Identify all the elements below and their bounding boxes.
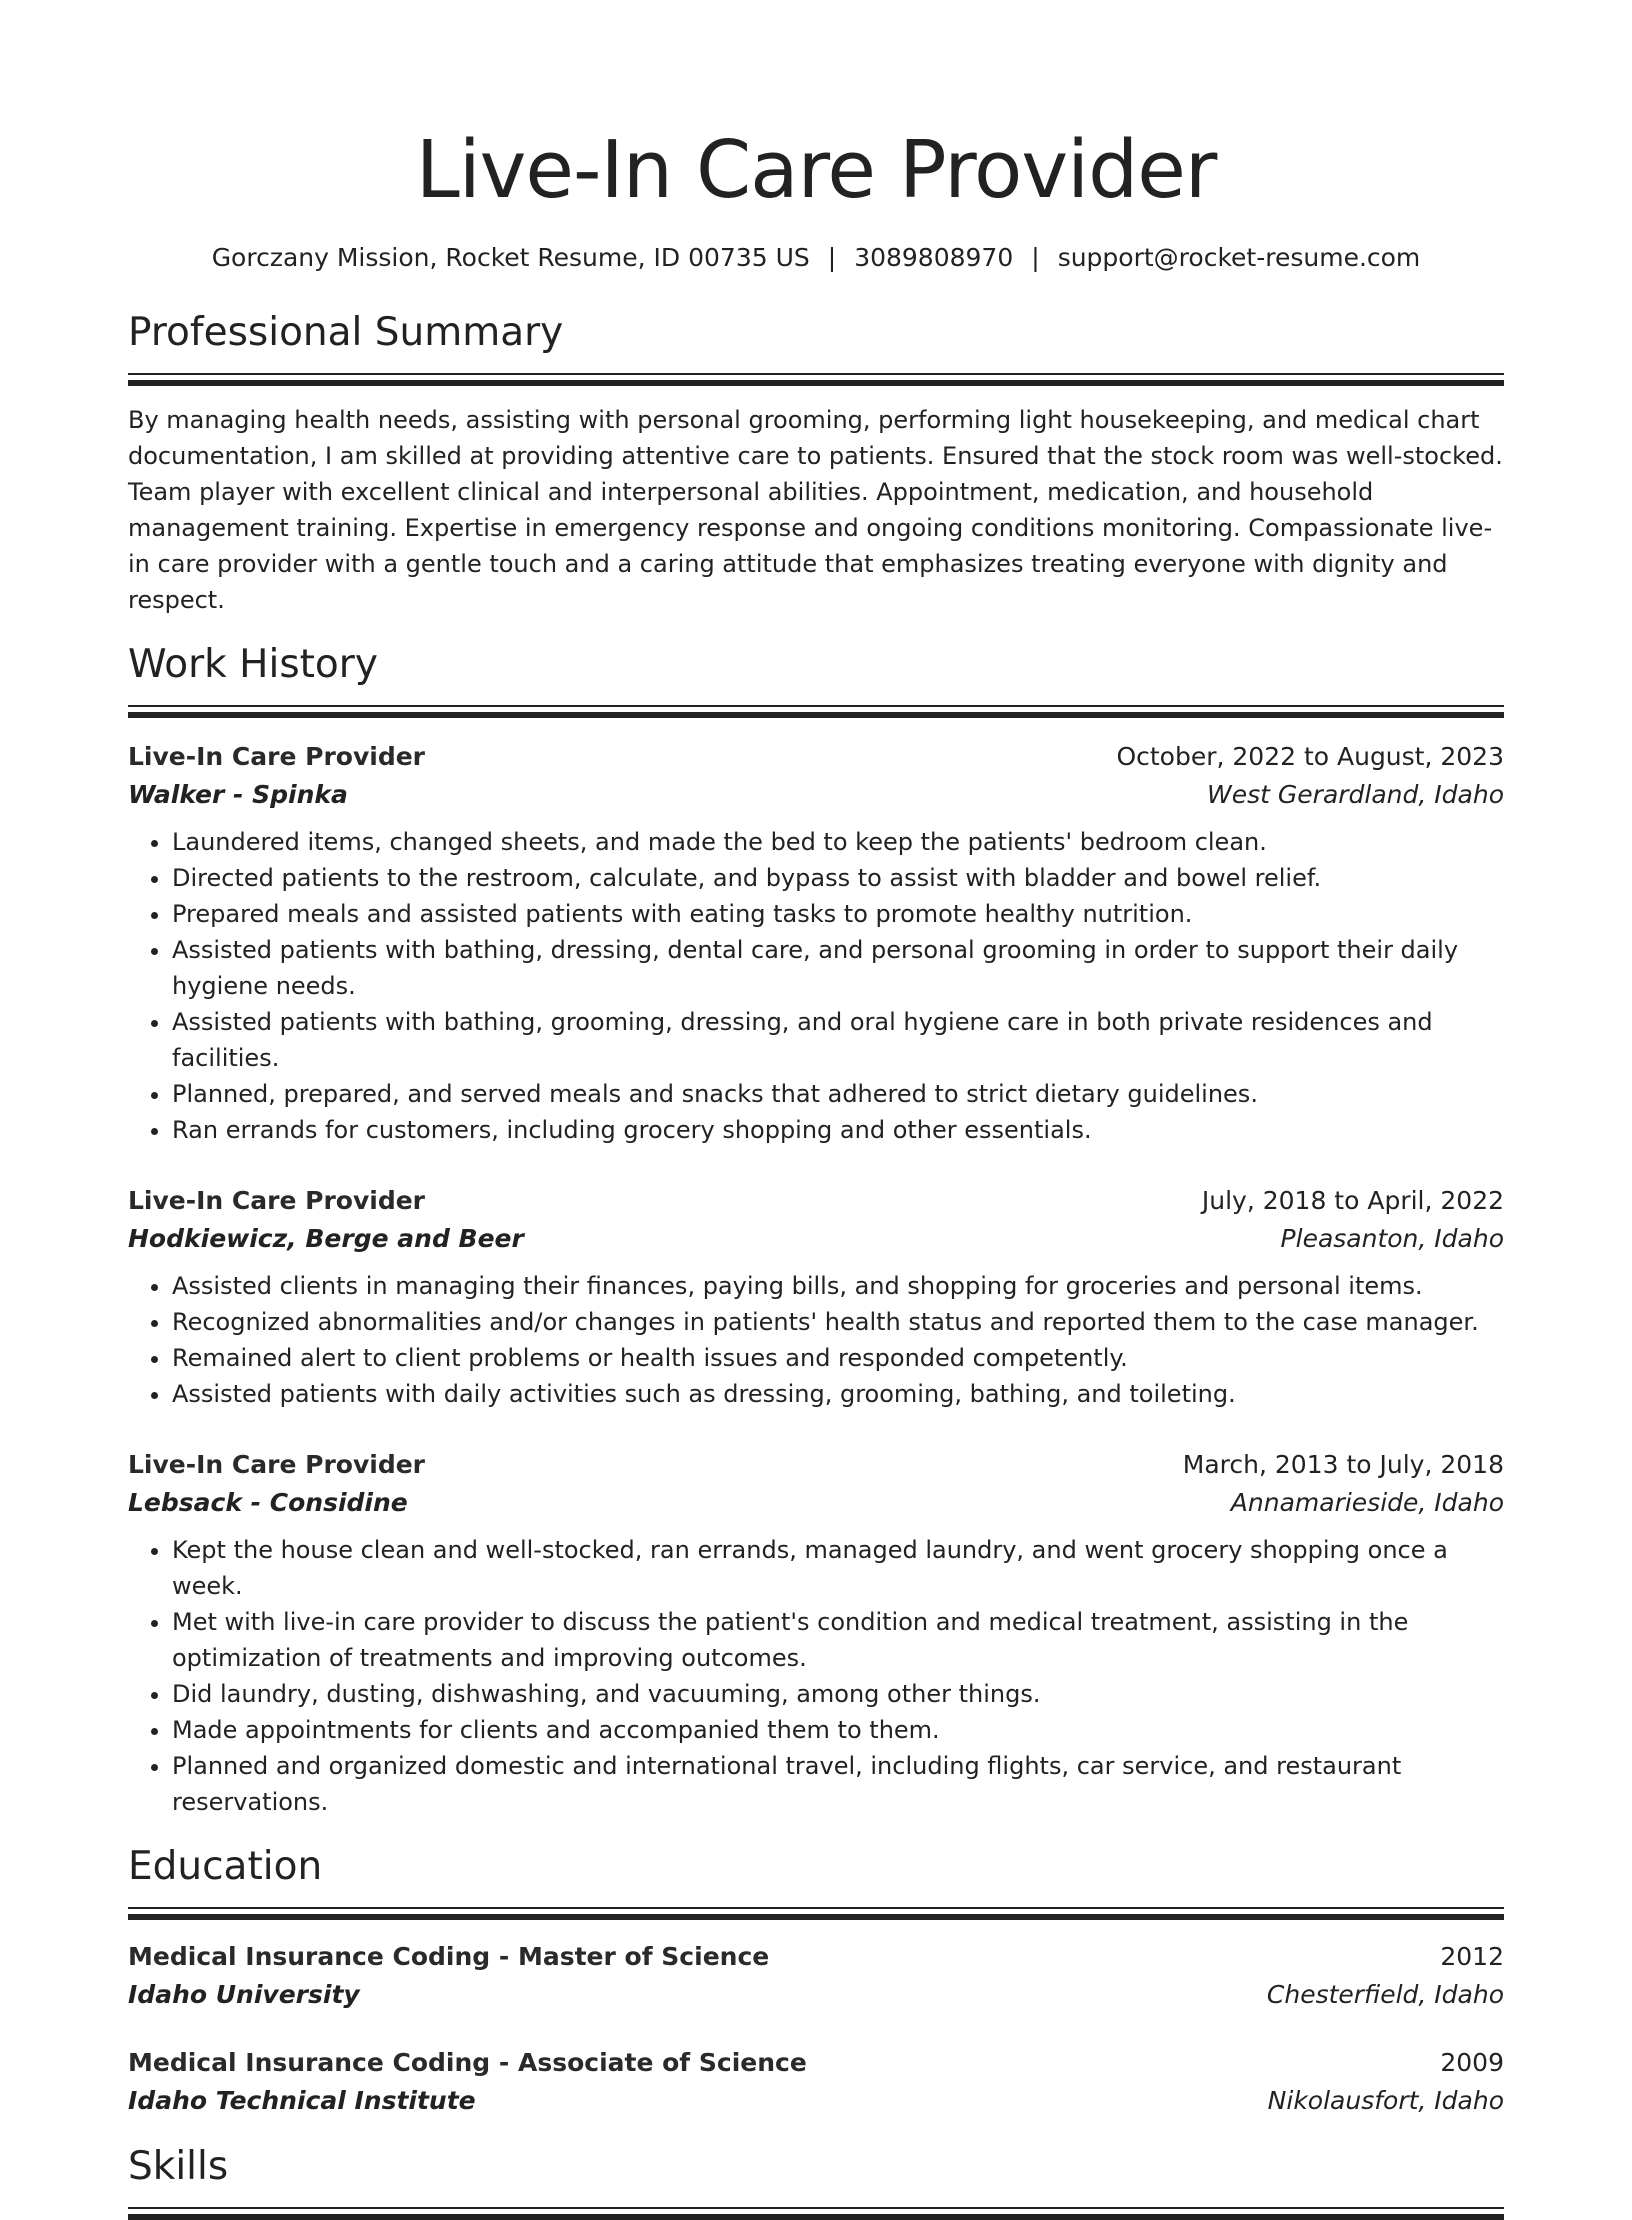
job-entry [128, 738, 1504, 1148]
job-bullet: • Met with live-in care provider to discuss the patient's condition and medical treatment, assisting in the optimization of treatments and improving outcomes. [172, 1604, 1504, 1676]
job-location: Pleasanton, Idaho [1280, 1224, 1504, 1253]
contact-line [128, 242, 1504, 274]
contact-separator: | [827, 243, 837, 272]
education-year: 2009 [1440, 2048, 1504, 2077]
job-bullet: • Directed patients to the restroom, calculate, and bypass to assist with bladder and bowel relief. [172, 860, 1504, 896]
education-entry [128, 2044, 1504, 2120]
job-bullet: • Made appointments for clients and accompanied them to them. [172, 1712, 1504, 1748]
contact-email: support@rocket-resume.com [1057, 243, 1421, 272]
job-company: Walker - Spinka [128, 780, 348, 809]
job-dates: October, 2022 to August, 2023 [1116, 742, 1504, 771]
job-bullets [128, 1268, 1504, 1412]
job-company: Lebsack - Considine [128, 1488, 408, 1517]
education-location: Nikolausfort, Idaho [1267, 2086, 1504, 2115]
job-bullet: • Assisted patients with bathing, grooming, dressing, and oral hygiene care in both private residences and facilities. [172, 1004, 1504, 1076]
resume-page [128, 0, 1504, 2218]
education-school: Idaho Technical Institute [128, 2086, 476, 2115]
job-entry [128, 1182, 1504, 1412]
job-bullet: • Planned, prepared, and served meals and snacks that adhered to strict dietary guidelines. [172, 1076, 1504, 1112]
job-bullet: • Ran errands for customers, including grocery shopping and other essentials. [172, 1112, 1504, 1148]
education-location: Chesterfield, Idaho [1266, 1980, 1504, 2009]
job-bullet: • Recognized abnormalities and/or changes in patients' health status and reported them to the case manager. [172, 1304, 1504, 1340]
job-bullet: • Prepared meals and assisted patients with eating tasks to promote healthy nutrition. [172, 896, 1504, 932]
job-company: Hodkiewicz, Berge and Beer [128, 1224, 524, 1253]
education-entry [128, 1938, 1504, 2014]
section-divider [128, 1907, 1504, 1918]
education-school: Idaho University [128, 1980, 360, 2009]
job-bullet: • Kept the house clean and well-stocked, ran errands, managed laundry, and went grocery shopping once a week. [172, 1532, 1504, 1604]
job-dates: July, 2018 to April, 2022 [1201, 1186, 1504, 1215]
job-bullet: • Did laundry, dusting, dishwashing, and vacuuming, among other things. [172, 1676, 1504, 1712]
job-bullets [128, 824, 1504, 1148]
job-dates: March, 2013 to July, 2018 [1182, 1450, 1504, 1479]
summary-section [128, 308, 1504, 618]
section-divider [128, 373, 1504, 384]
job-bullet: • Assisted clients in managing their finances, paying bills, and shopping for groceries and personal items. [172, 1268, 1504, 1304]
job-bullet: • Planned and organized domestic and international travel, including flights, car service, and restaurant reservations. [172, 1748, 1504, 1820]
job-location: West Gerardland, Idaho [1207, 780, 1504, 809]
section-title-skills: Skills [128, 2144, 229, 2189]
summary-text: By managing health needs, assisting with personal grooming, performing light housekeeping, and medical chart documentation, I am skilled at providing attentive care to patients. Ensured that the stock room was well-stocked. Team player with excellent clinical and interpersonal abilities. Appointment, medication, and household management training. Expertise in emergency response and ongoing conditions monitoring. Compassionate live-in care provider with a gentle touch and a caring attitude that emphasizes treating everyone with dignity and respect. [128, 406, 1503, 614]
section-title-education: Education [128, 1844, 323, 1889]
section-divider [128, 705, 1504, 716]
section-title-work-history: Work History [128, 642, 378, 687]
contact-phone: 3089808970 [854, 243, 1014, 272]
job-bullets [128, 1532, 1504, 1820]
contact-separator: | [1031, 243, 1040, 272]
section-divider [128, 2207, 1504, 2218]
education-year: 2012 [1440, 1942, 1504, 1971]
skills-section [128, 2142, 1504, 2218]
job-title: Live-In Care Provider [128, 1186, 426, 1215]
job-entry [128, 1446, 1504, 1820]
job-location: Annamarieside, Idaho [1230, 1488, 1504, 1517]
job-title: Live-In Care Provider [128, 742, 426, 771]
job-bullet: • Assisted patients with daily activities such as dressing, grooming, bathing, and toileting. [172, 1376, 1504, 1412]
resume-name: Live-In Care Provider [415, 124, 1217, 216]
education-section [128, 1842, 1504, 2120]
job-bullet: • Laundered items, changed sheets, and made the bed to keep the patients' bedroom clean. [172, 824, 1504, 860]
job-bullet: • Remained alert to client problems or health issues and responded competently. [172, 1340, 1504, 1376]
education-degree: Medical Insurance Coding - Associate of Science [128, 2048, 807, 2077]
contact-address: Gorczany Mission, Rocket Resume, ID 00735 US [211, 243, 810, 272]
work-history-section [128, 640, 1504, 1820]
job-title: Live-In Care Provider [128, 1450, 426, 1479]
job-bullet: • Assisted patients with bathing, dressing, dental care, and personal grooming in order to support their daily hygiene needs. [172, 932, 1504, 1004]
section-title-summary: Professional Summary [128, 310, 564, 355]
education-degree: Medical Insurance Coding - Master of Science [128, 1942, 770, 1971]
